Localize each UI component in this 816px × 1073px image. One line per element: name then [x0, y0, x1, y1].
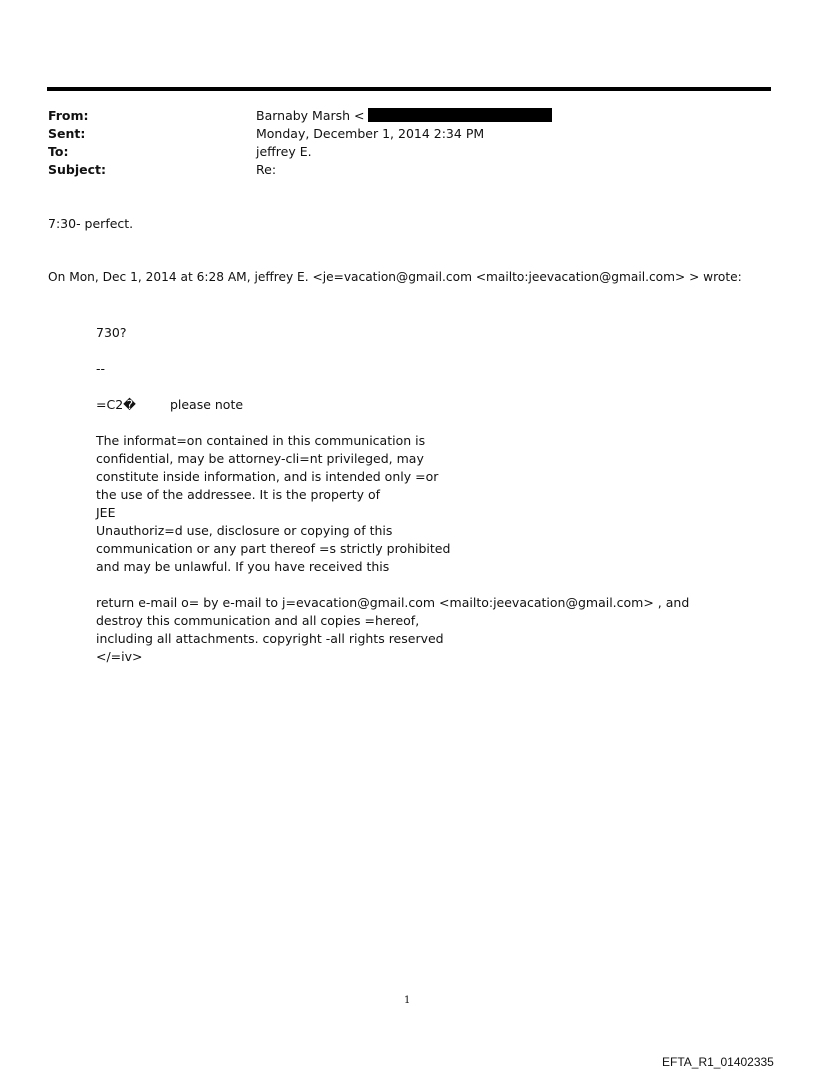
- redaction-box: [368, 108, 552, 122]
- closing-line: including all attachments. copyright -all rights reserved: [96, 631, 444, 646]
- note-prefix: =C2�: [96, 397, 136, 412]
- sent-row: [48, 125, 85, 143]
- closing-line: destroy this communication and all copies =hereof,: [96, 613, 420, 628]
- disclaimer-line: constitute inside information, and is intended only =or: [96, 469, 439, 484]
- subject-value: Re:: [256, 162, 277, 177]
- quote-intro: On Mon, Dec 1, 2014 at 6:28 AM, jeffrey E. <je=vacation@gmail.com <mailto:jeevacation@gmail.com> > wrote:: [48, 270, 742, 284]
- note-text: please note: [169, 397, 244, 412]
- from-value-row: [256, 107, 552, 125]
- from-value: Barnaby Marsh <: [256, 108, 365, 123]
- disclaimer-line: communication or any part thereof =s strictly prohibited: [96, 541, 451, 556]
- subject-label: Subject:: [48, 162, 106, 177]
- note-line: [96, 396, 689, 414]
- to-label: To:: [48, 144, 69, 159]
- from-row: [48, 107, 89, 125]
- subject-row: [48, 161, 106, 179]
- reply-text: 7:30- perfect.: [48, 216, 134, 231]
- disclaimer-line: confidential, may be attorney-cli=nt privileged, may: [96, 451, 424, 466]
- quoted-message: [96, 324, 689, 666]
- to-row: [48, 143, 68, 161]
- closing-line: return e-mail o= by e-mail to j=evacation@gmail.com <mailto:jeevacation@gmail.com> , and: [96, 595, 690, 610]
- from-label: From:: [48, 108, 89, 123]
- quoted-line: 730?: [96, 325, 127, 340]
- disclaimer-line: Unauthoriz=d use, disclosure or copying of this: [96, 523, 393, 538]
- to-value: jeffrey E.: [256, 144, 312, 159]
- disclaimer-line: and may be unlawful. If you have received this: [96, 559, 390, 574]
- document-id: EFTA_R1_01402335: [662, 1055, 774, 1069]
- sent-label: Sent:: [48, 126, 86, 141]
- sent-value: Monday, December 1, 2014 2:34 PM: [256, 126, 485, 141]
- disclaimer-line: the use of the addressee. It is the property of: [96, 487, 381, 502]
- disclaimer-line: The informat=on contained in this communication is: [96, 433, 426, 448]
- disclaimer-line: JEE: [96, 505, 116, 520]
- header-rule: [47, 87, 771, 91]
- page-number: 1: [404, 995, 411, 1006]
- closing-line: </=iv>: [96, 649, 143, 664]
- signature-dash: --: [96, 361, 106, 376]
